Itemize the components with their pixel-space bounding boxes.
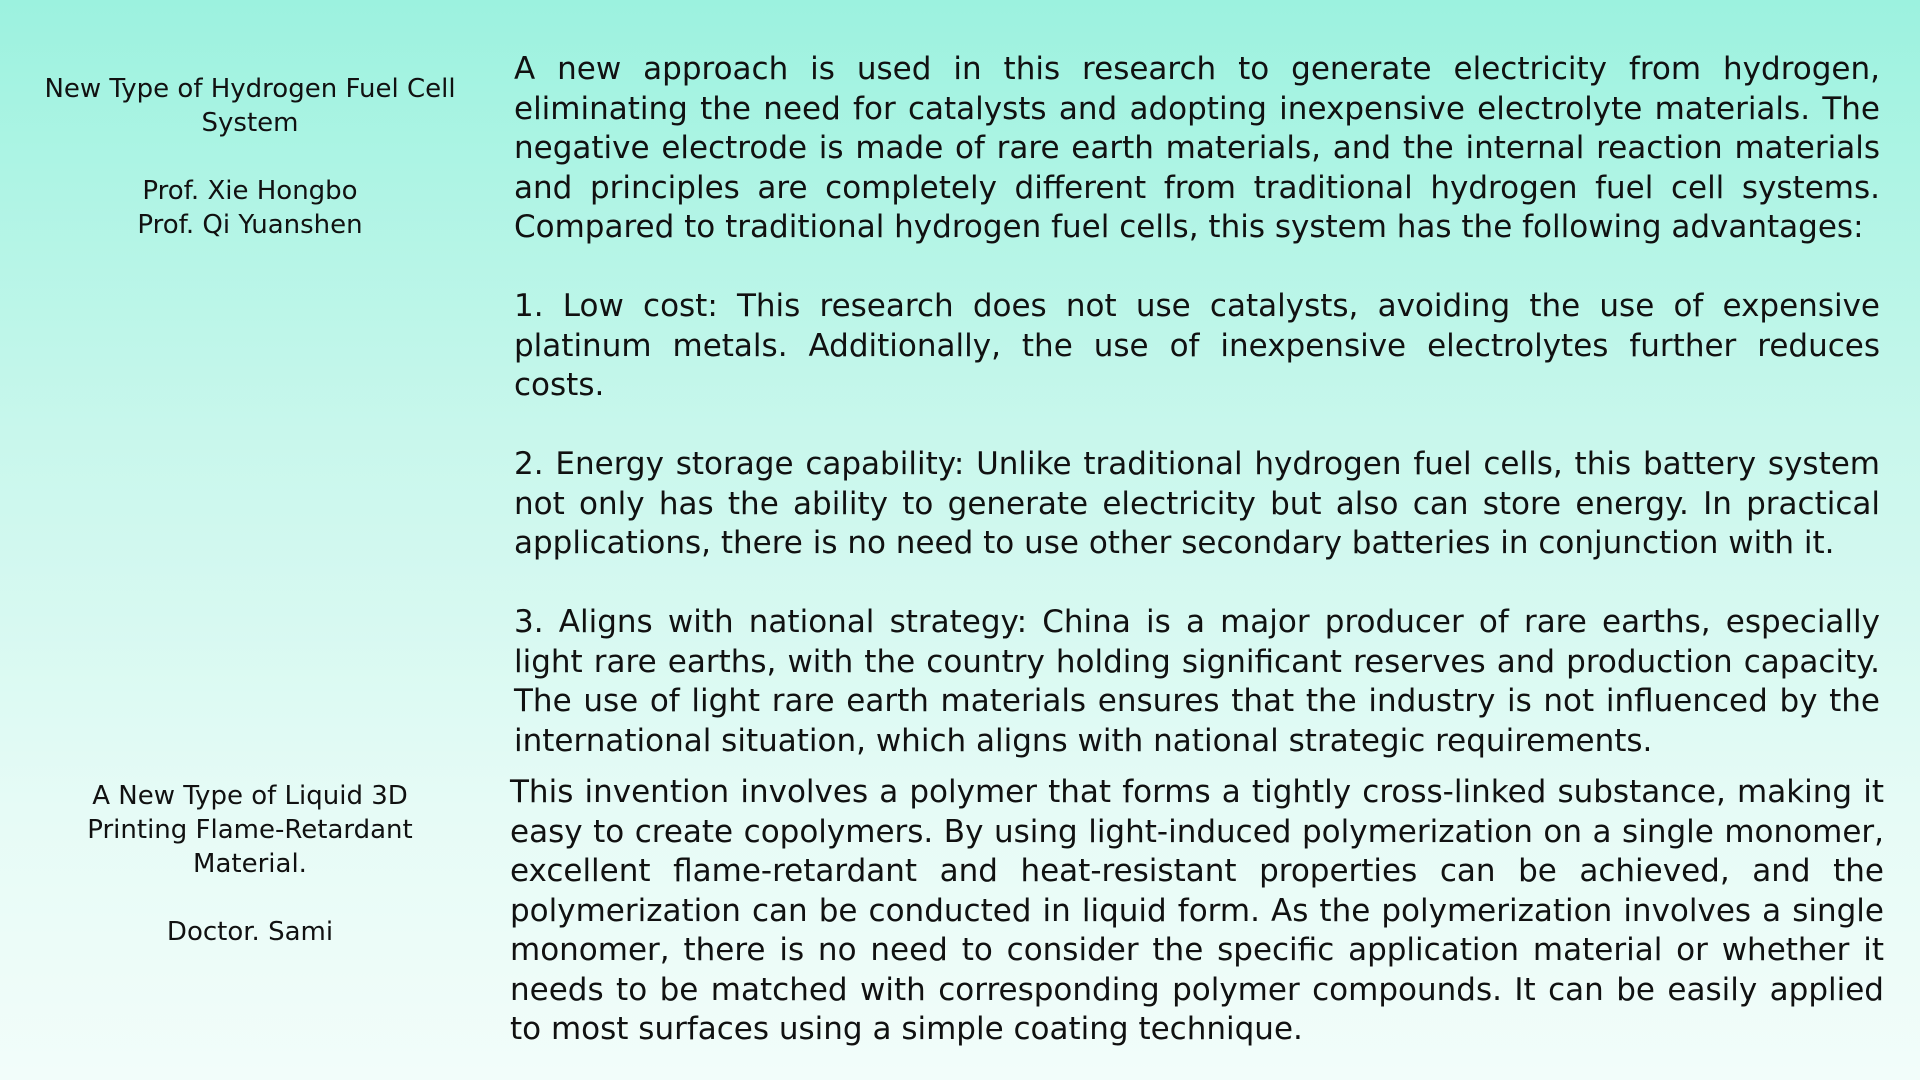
section-2-authors — [40, 915, 460, 949]
section-1-sidebar — [40, 72, 460, 242]
section-2-paragraph: This invention involves a polymer that forms a tightly cross-linked substance, making it easy to create copolymers. By using light-induced polymerization on a single monomer, excellent flame-retardant and heat-resistant properties can be achieved, and the polymerization can be conducted in liquid form. As the polymerization involves a single monomer, there is no need to consider the specific application material or whether it needs to be matched with corresponding polymer compounds. It can be easily applied to most surfaces using a simple coating technique. — [510, 774, 1884, 1047]
section-2-title: A New Type of Liquid 3D Printing Flame-Retardant Material. — [87, 781, 413, 879]
section-1-author: Prof. Qi Yuanshen — [137, 210, 363, 240]
section-1-advantage-1: 1. Low cost: This research does not use catalysts, avoiding the use of expensive platinum metals. Additionally, the use of inexpensive electrolytes further reduces costs. — [514, 288, 1880, 403]
section-1-intro-paragraph: A new approach is used in this research to generate electricity from hydrogen, eliminating the need for catalysts and adopting inexpensive electrolyte materials. The negative electrode is made of rare earth materials, and the internal reaction materials and principles are completely different from traditional hydrogen fuel cell systems. Compared to traditional hydrogen fuel cells, this system has the following advantages: — [514, 51, 1880, 245]
section-1-advantage-2: 2. Energy storage capability: Unlike traditional hydrogen fuel cells, this battery system not only has the ability to generate electricity but also can store energy. In practical applications, there is no need to use other secondary batteries in conjunction with it. — [514, 446, 1880, 561]
section-1-author: Prof. Xie Hongbo — [142, 176, 358, 206]
section-1-advantage-3: 3. Aligns with national strategy: China is a major producer of rare earths, especially light rare earths, with the country holding significant reserves and production capacity. The use of light rare earth materials ensures that the industry is not influenced by the international situation, which aligns with national strategic requirements. — [514, 604, 1880, 759]
section-1-body — [514, 50, 1880, 761]
section-2-author: Doctor. Sami — [166, 917, 334, 947]
section-1-title: New Type of Hydrogen Fuel Cell System — [44, 74, 456, 138]
section-1-authors — [40, 174, 460, 242]
section-2-sidebar — [40, 779, 460, 949]
section-2-body — [510, 773, 1884, 1050]
